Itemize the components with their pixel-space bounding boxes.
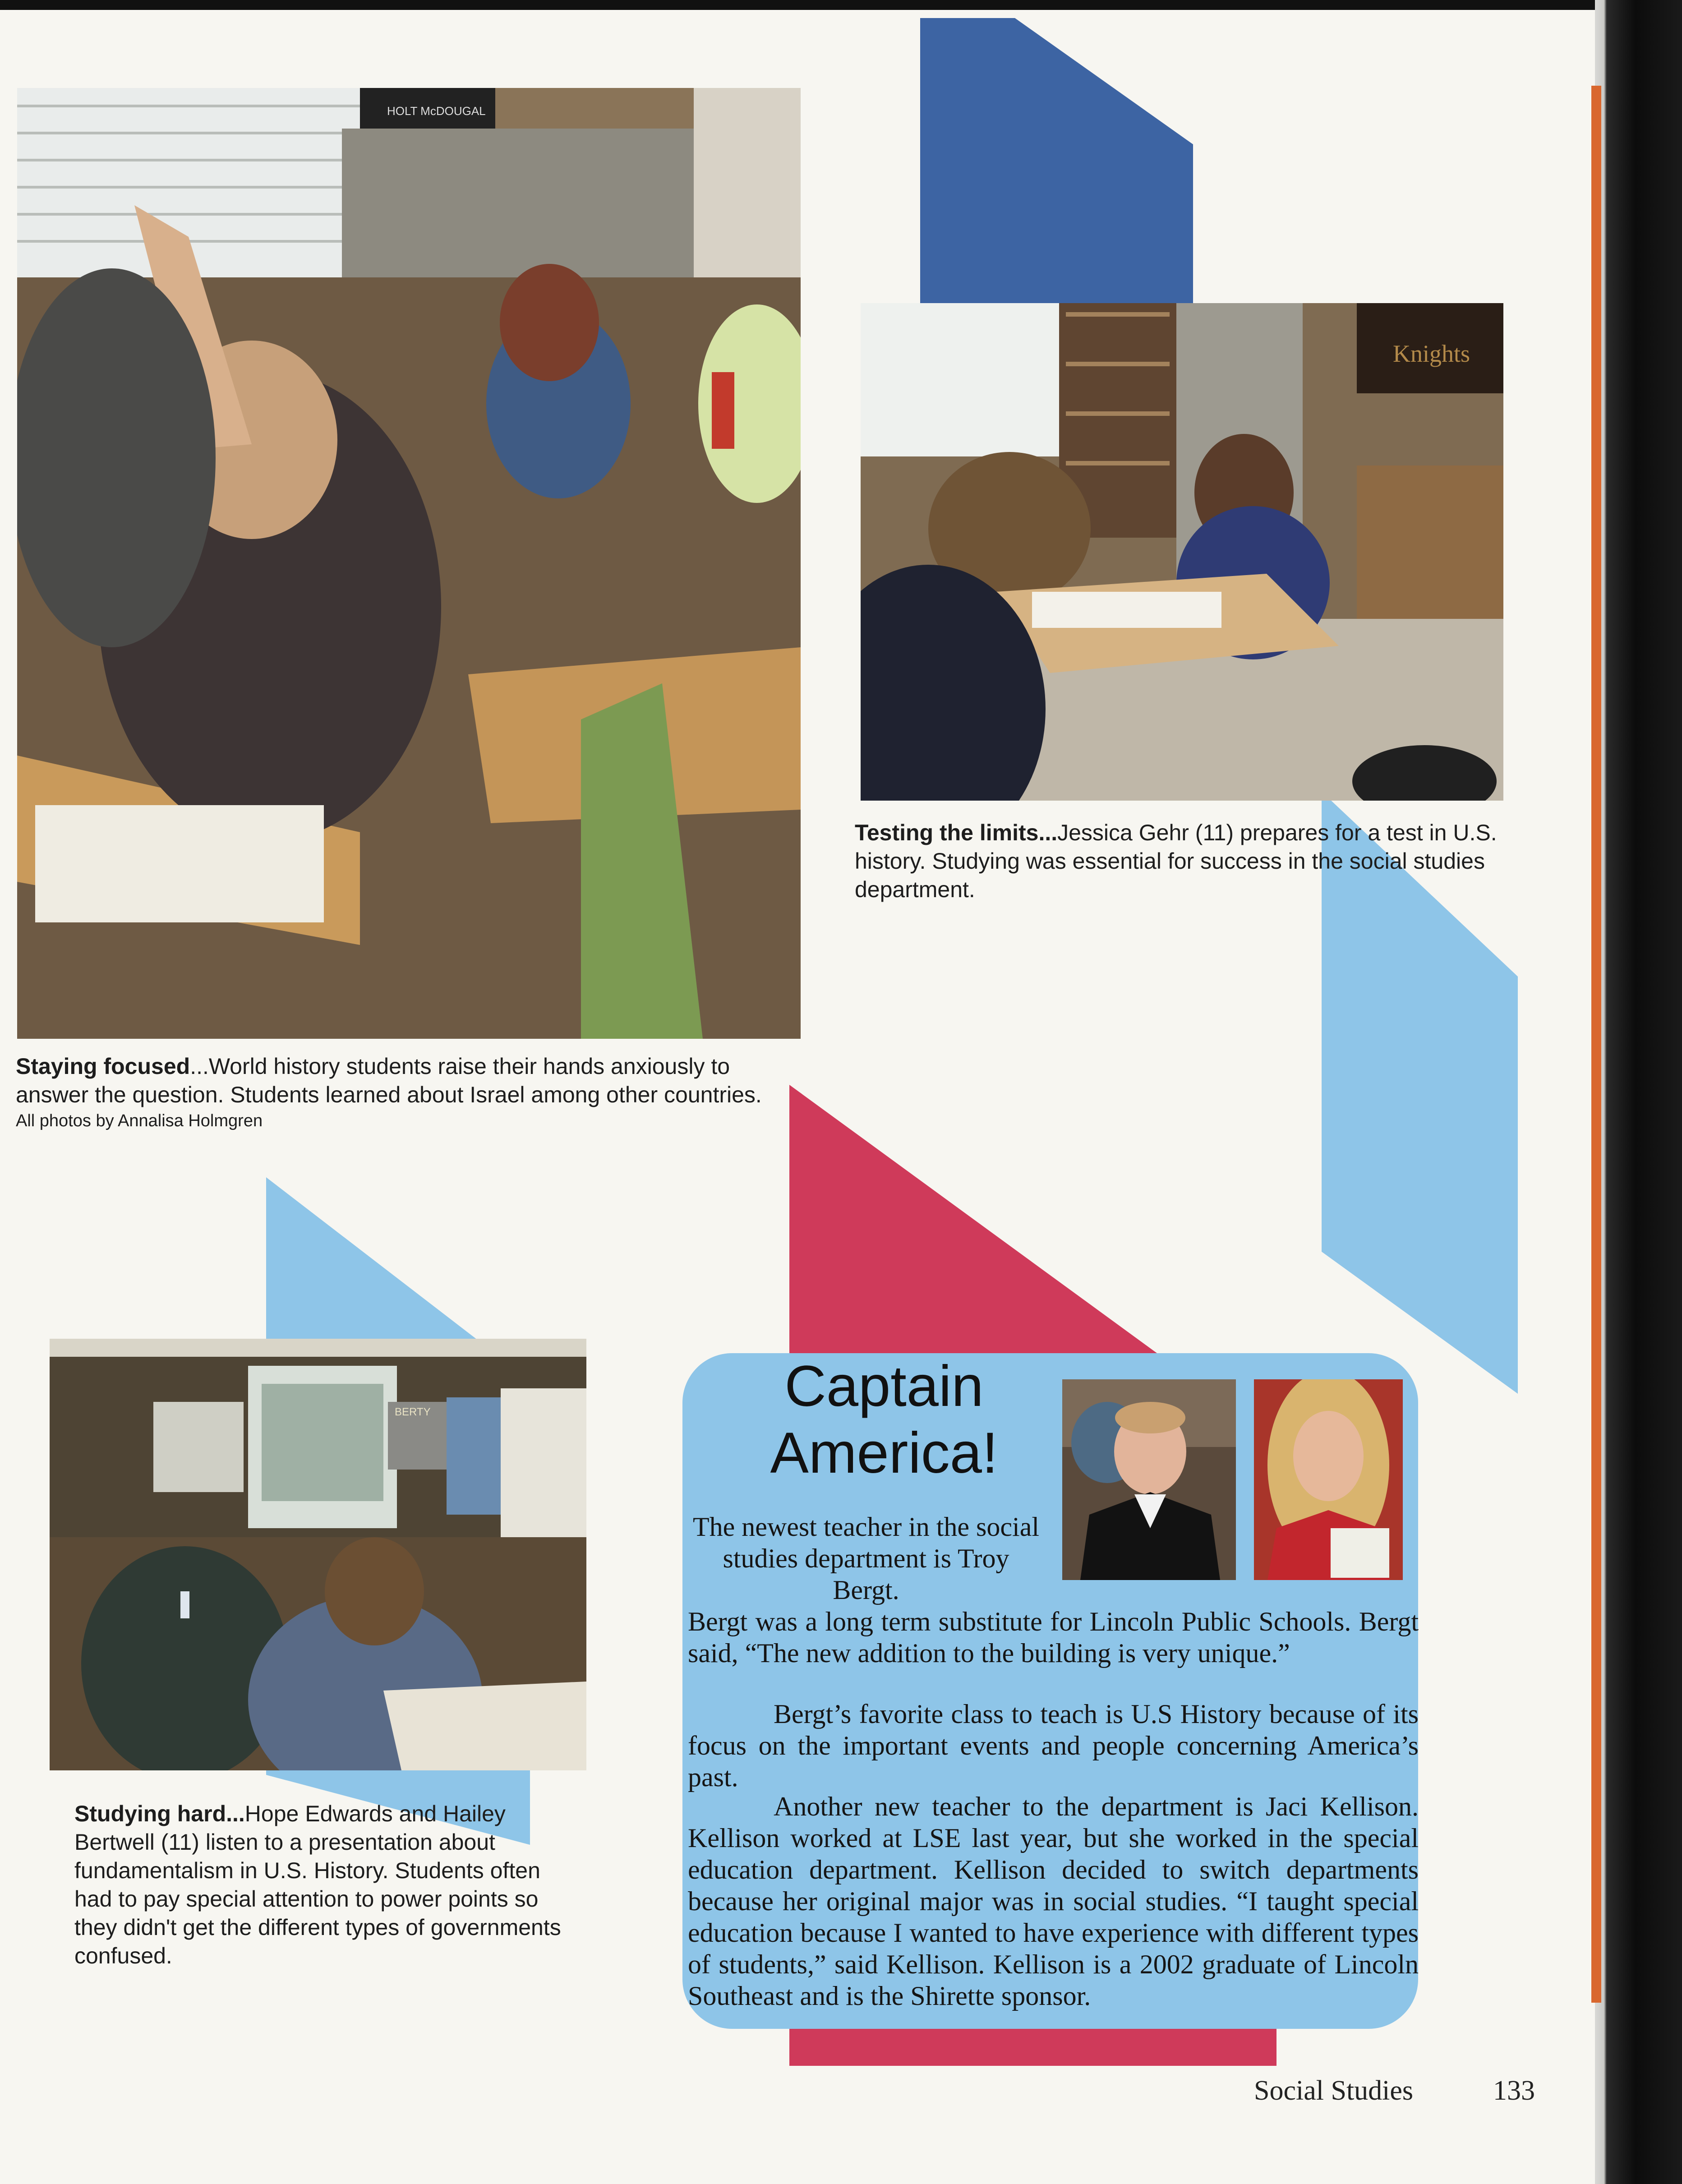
- caption-text: ...World history students raise their hands anxiously to answer the question. Students learned about Israel among other countries.: [16, 1054, 762, 1107]
- story-p1-text: Bergt was a long term substitute for Lincoln Public Schools. Bergt said, “The new addition to the building is very unique.”: [688, 1607, 1419, 1668]
- story-p2-text: Bergt’s favorite class to teach is U.S History because of its focus on the important events and people concerning America’s past.: [688, 1699, 1419, 1792]
- story-paragraph-1: [688, 1606, 1419, 1669]
- caption-testing-limits: [855, 819, 1504, 904]
- story-p1-lead-text: The newest teacher in the social studies department is Troy Bergt.: [693, 1512, 1039, 1605]
- portrait-jaci-kellison: [1254, 1379, 1403, 1580]
- portrait-troy-bergt: [1062, 1379, 1236, 1580]
- caption-text: Hope Edwards and Hailey Bertwell (11) listen to a presentation about fundamentalism in U.S. History. Students often had to pay special attention to power points so they didn't get the different types of governments confused.: [74, 1801, 561, 1968]
- story-title: [740, 1353, 1028, 1487]
- story-paragraph-3: [688, 1791, 1419, 2012]
- caption-lead: Testing the limits...: [855, 820, 1058, 845]
- photo-staying-focused: [17, 88, 801, 1039]
- photo-testing-limits: [861, 303, 1503, 801]
- footer-section-name: Social Studies: [1254, 2075, 1414, 2106]
- story-p3-text: Another new teacher to the department is Jaci Kellison. Kellison worked at LSE last year, but she worked in the special education department. Kellison decided to switch departments because her original major was in social studies. “I taught special education because I wanted to have experience with different types of students,” said Kellison. Kellison is a 2002 graduate of Lincoln Southeast and is the Shirette sponsor.: [688, 1792, 1419, 2011]
- photo-studying-hard: [50, 1339, 586, 1770]
- story-title-line1: Captain: [784, 1354, 984, 1419]
- story-title-line2: America!: [770, 1421, 998, 1485]
- caption-staying-focused: [16, 1052, 778, 1133]
- caption-studying-hard: [74, 1800, 571, 1970]
- story-paragraph-1-lead: [688, 1511, 1044, 1606]
- banner-text: Knights: [1393, 340, 1470, 367]
- footer-page-number: 133: [1493, 2075, 1535, 2106]
- poster-text: BERTY: [395, 1406, 431, 1418]
- photo-credit: All photos by Annalisa Holmgren: [16, 1111, 263, 1130]
- caption-text: Jessica Gehr (11) prepares for a test in U.S. history. Studying was essential for success in the social studies department.: [855, 820, 1497, 902]
- book-spine-text: HOLT McDOUGAL: [387, 104, 486, 118]
- caption-lead: Staying focused: [16, 1054, 190, 1079]
- caption-lead: Studying hard...: [74, 1801, 245, 1826]
- story-paragraph-2: [688, 1698, 1419, 1793]
